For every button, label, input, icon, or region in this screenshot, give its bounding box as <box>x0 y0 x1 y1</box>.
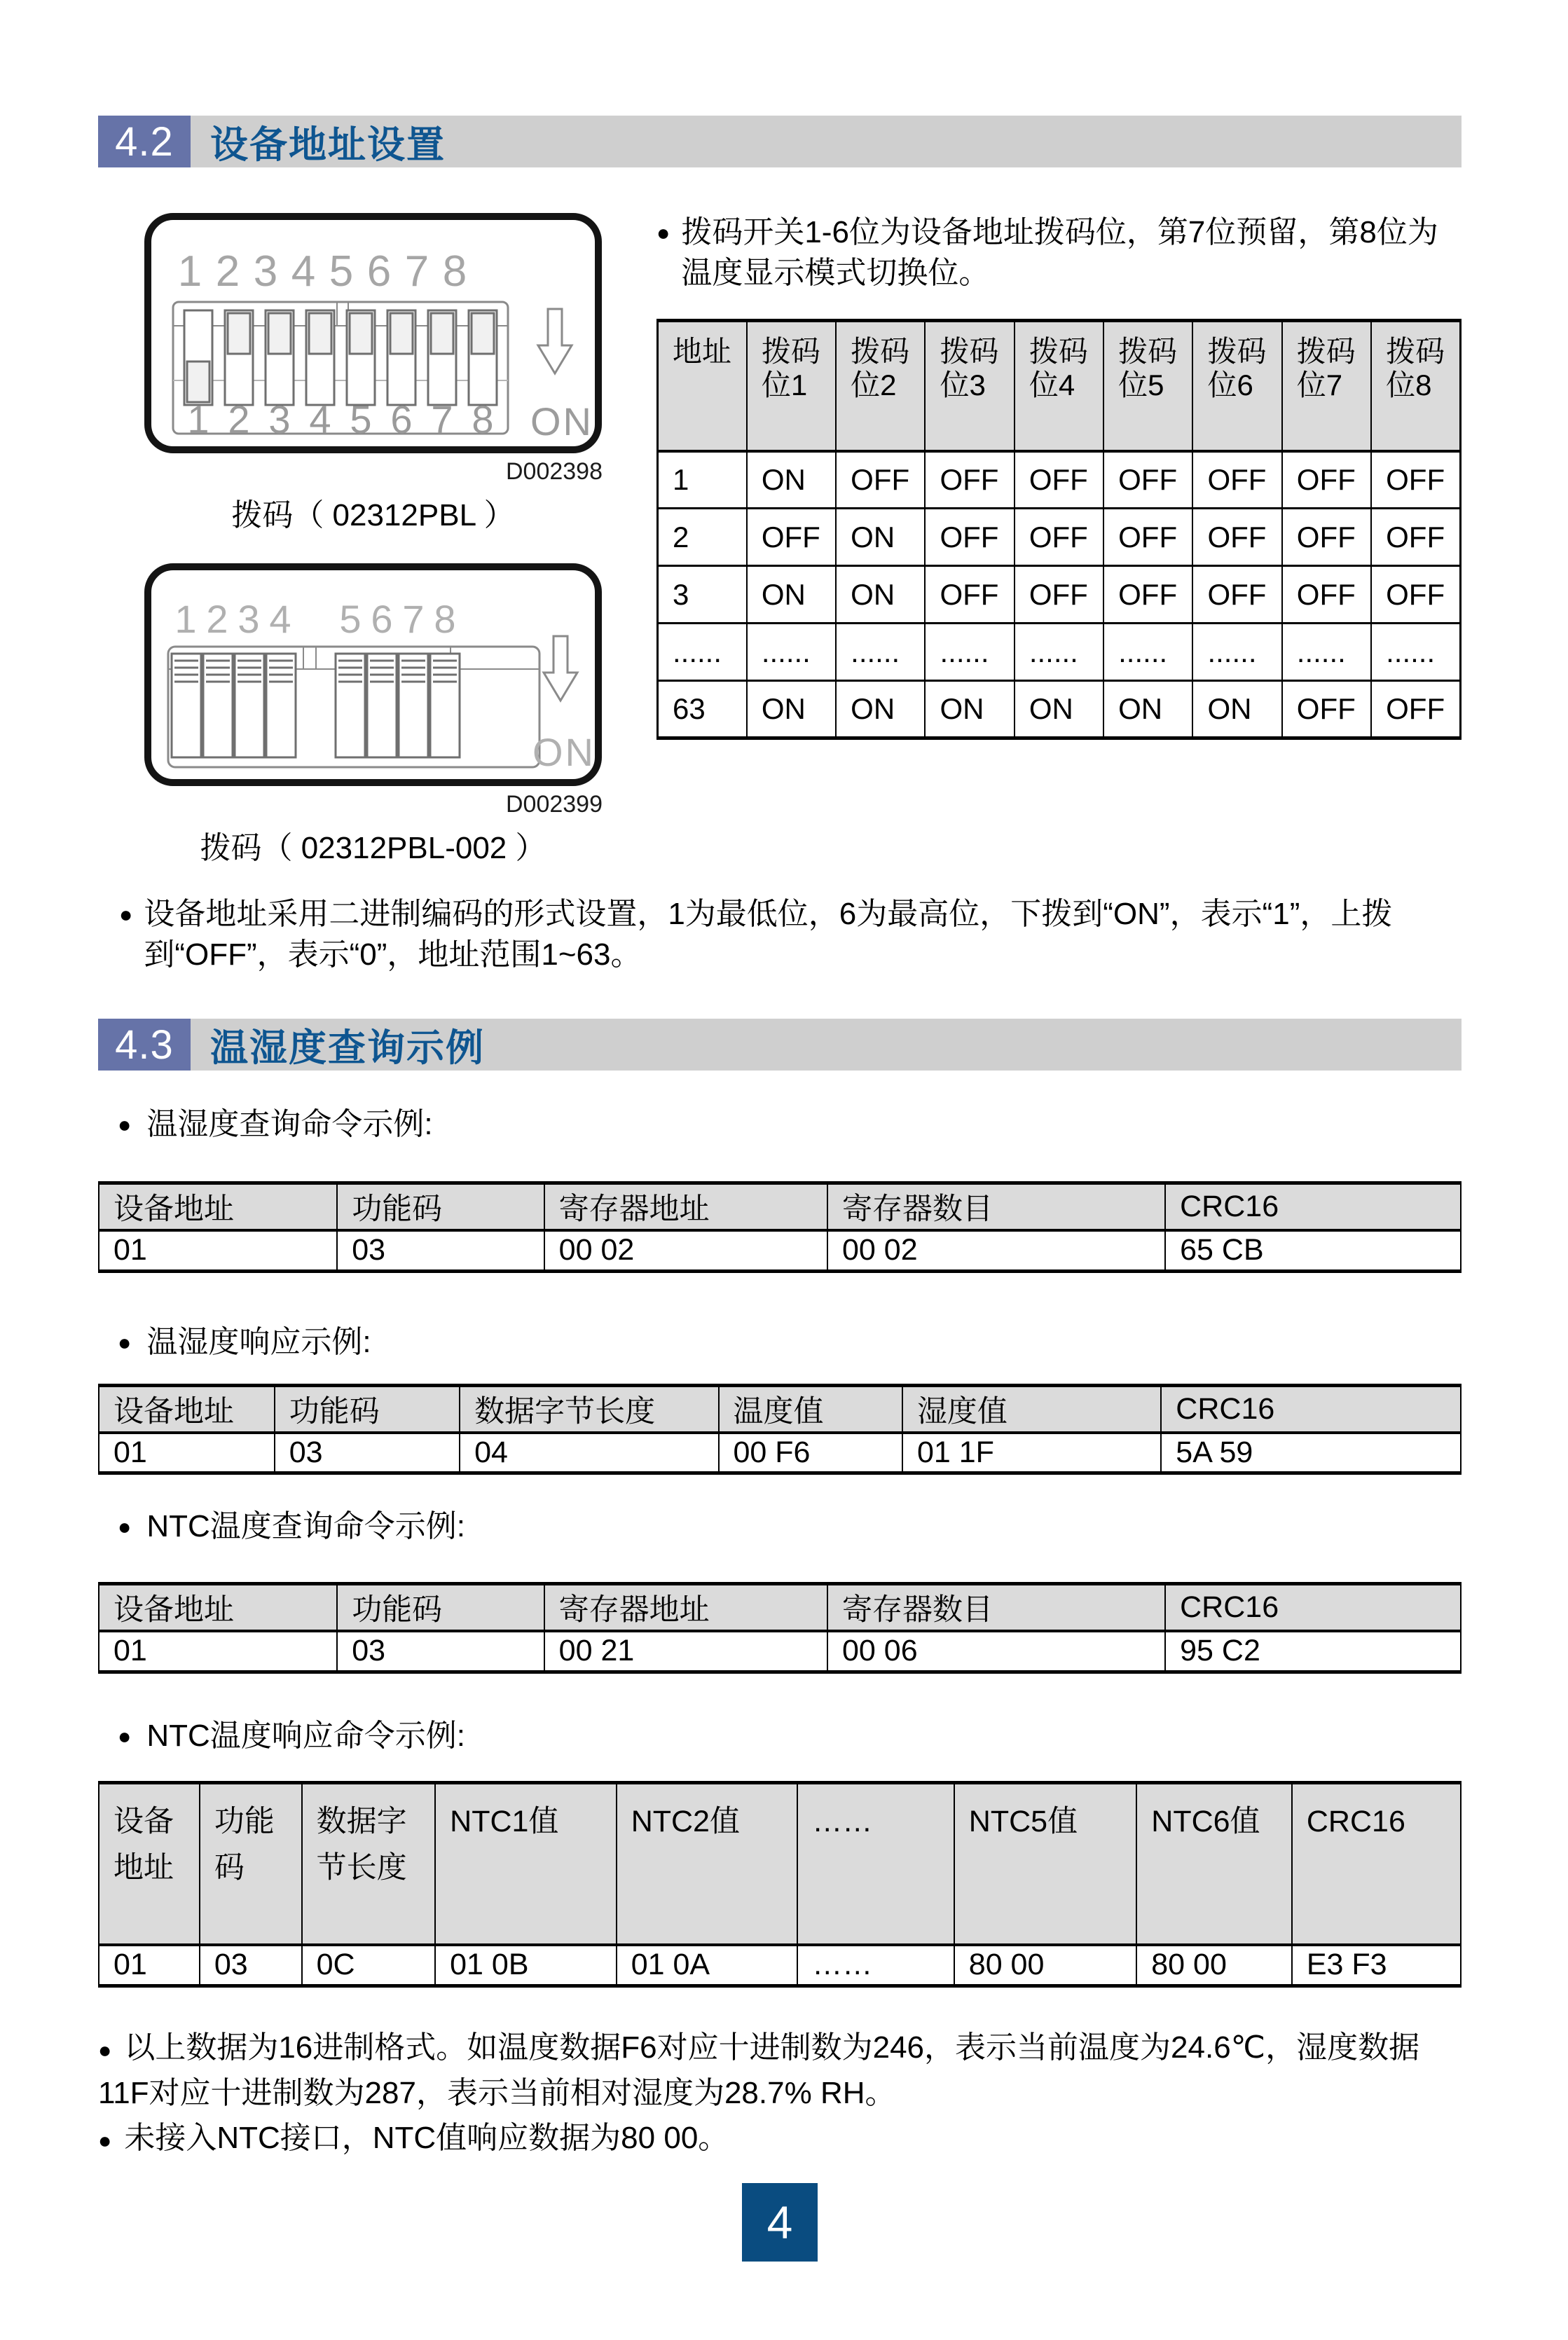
table-cell: ON <box>925 681 1014 738</box>
column-header: 湿度值 <box>902 1385 1161 1433</box>
table-cell: OFF <box>836 451 925 509</box>
column-header: NTC1值 <box>435 1782 617 1945</box>
svg-text:5: 5 <box>350 397 372 441</box>
table-cell: 01 <box>99 1230 337 1271</box>
svg-text:3: 3 <box>253 247 278 296</box>
note-text: 以上数据为16进制格式。如温度数据F6对应十进制数为246，表示当前温度为24.6℃，湿度数据11F对应十进制数为287，表示当前相对湿度为28.7% RH。 <box>98 2030 1420 2110</box>
table-cell: OFF <box>1371 566 1460 624</box>
bullet-text: 设备地址采用二进制编码的形式设置，1为最低位，6为最高位，下拨到“ON”，表示“1”，上拨到“OFF”，表示“0”，地址范围1~63。 <box>144 897 1393 972</box>
column-header: 拨码位7 <box>1282 321 1371 451</box>
column-header: 数据字节长度 <box>302 1782 436 1945</box>
binary-coding-bullet <box>98 894 1462 975</box>
section-number: 4.3 <box>98 1019 191 1071</box>
table-cell: 01 1F <box>902 1433 1161 1473</box>
column-header: 拨码位5 <box>1103 321 1192 451</box>
table-cell: OFF <box>925 509 1014 566</box>
column-header: 寄存器地址 <box>544 1584 827 1632</box>
page-content <box>0 116 1568 2262</box>
table-header <box>658 321 1461 451</box>
column-header: 功能码 <box>275 1385 460 1433</box>
table-cell: OFF <box>1192 566 1281 624</box>
section-title: 温湿度查询示例 <box>210 1026 485 1069</box>
bullet-icon: ● <box>119 902 133 927</box>
column-header: 拨码位6 <box>1192 321 1281 451</box>
table-cell: 1 <box>658 451 747 509</box>
table-cell: 03 <box>275 1433 460 1473</box>
svg-text:8: 8 <box>442 247 467 296</box>
table-cell: 5A 59 <box>1161 1433 1461 1473</box>
note-text: 未接入NTC接口，NTC值响应数据为80 00。 <box>124 2120 729 2155</box>
header-row <box>99 1183 1461 1231</box>
table-cell: ON <box>747 681 836 738</box>
table-cell: ...... <box>836 624 925 681</box>
dip-address-table <box>656 319 1462 740</box>
table-cell: 00 21 <box>544 1631 827 1672</box>
column-header: CRC16 <box>1165 1584 1461 1632</box>
table-cell: 3 <box>658 566 747 624</box>
svg-text:5: 5 <box>339 597 362 641</box>
table-cell: 01 <box>99 1433 275 1473</box>
table-row <box>658 566 1461 624</box>
table-cell: 80 00 <box>1136 1945 1292 1985</box>
table-body <box>99 1631 1461 1672</box>
column-header: 拨码位3 <box>925 321 1014 451</box>
table-cell: 01 <box>99 1631 337 1672</box>
svg-text:2: 2 <box>206 597 228 641</box>
table-cell: OFF <box>1282 566 1371 624</box>
column-header: 拨码位1 <box>747 321 836 451</box>
table-row <box>658 451 1461 509</box>
svg-text:7: 7 <box>402 597 425 641</box>
table-cell: OFF <box>1015 509 1103 566</box>
table-cell: 2 <box>658 509 747 566</box>
svg-text:2: 2 <box>215 247 240 296</box>
column-header: NTC5值 <box>954 1782 1136 1945</box>
svg-text:4: 4 <box>291 247 316 296</box>
table-cell: OFF <box>1103 566 1192 624</box>
column-header: 拨码位2 <box>836 321 925 451</box>
table-cell: ...... <box>1103 624 1192 681</box>
bullet-icon: ● <box>118 1514 132 1539</box>
figure-caption: 拨码（ 02312PBL ） <box>231 498 515 532</box>
table-cell: E3 F3 <box>1292 1945 1461 1985</box>
dip-slider-group-2 <box>336 654 460 757</box>
table-cell: OFF <box>747 509 836 566</box>
section-header-4-3 <box>98 1019 1462 1071</box>
column-header: 设备地址 <box>99 1584 337 1632</box>
response-table <box>98 1384 1462 1475</box>
dip-slider-group-1 <box>172 654 296 757</box>
column-header: 拨码位8 <box>1371 321 1460 451</box>
column-header: 地址 <box>658 321 747 451</box>
table-cell: 00 F6 <box>719 1433 902 1473</box>
bullet-text: NTC温度响应命令示例: <box>146 1718 465 1753</box>
query-command-table <box>98 1181 1462 1273</box>
svg-text:3: 3 <box>268 397 291 441</box>
section-header-4-2 <box>98 116 1462 167</box>
svg-text:6: 6 <box>390 397 413 441</box>
table-cell: OFF <box>1015 566 1103 624</box>
table-cell: ...... <box>1282 624 1371 681</box>
bullet-icon: ● <box>118 1112 132 1137</box>
dip-switch-figure-02312PBL <box>144 212 603 454</box>
table-cell: OFF <box>1192 509 1281 566</box>
header-row <box>99 1782 1461 1945</box>
table-cell: ...... <box>1192 624 1281 681</box>
table-cell: 01 0B <box>435 1945 617 1985</box>
svg-text:6: 6 <box>371 597 393 641</box>
figure-caption: 拨码（ 02312PBL-002 ） <box>200 831 546 865</box>
table-body <box>99 1433 1461 1473</box>
table-body <box>658 451 1461 738</box>
svg-text:5: 5 <box>329 247 354 296</box>
svg-text:8: 8 <box>472 397 494 441</box>
table-cell: 01 0A <box>617 1945 798 1985</box>
ntc-response-bullet <box>98 1716 1462 1756</box>
table-cell: ON <box>836 681 925 738</box>
table-cell: 80 00 <box>954 1945 1136 1985</box>
table-row <box>99 1433 1461 1473</box>
section-number: 4.2 <box>98 116 191 167</box>
column-header: 设备地址 <box>99 1183 337 1231</box>
bullet-text: NTC温度查询命令示例: <box>146 1509 465 1543</box>
column-header: CRC16 <box>1292 1782 1461 1945</box>
table-body <box>99 1230 1461 1271</box>
svg-text:8: 8 <box>434 597 456 641</box>
table-cell: 0C <box>302 1945 436 1985</box>
bullet-text: 温湿度响应示例: <box>146 1324 371 1359</box>
header-row <box>99 1584 1461 1632</box>
ntc-query-bullet <box>98 1506 1462 1547</box>
table-cell: ON <box>1103 681 1192 738</box>
column-header: NTC2值 <box>617 1782 798 1945</box>
response-bullet <box>98 1322 1462 1363</box>
notes-block <box>98 2026 1462 2162</box>
table-cell: 03 <box>200 1945 302 1985</box>
table-cell: ON <box>747 566 836 624</box>
table-cell: ...... <box>658 624 747 681</box>
column-header: 功能码 <box>337 1183 544 1231</box>
svg-text:6: 6 <box>366 247 392 296</box>
table-cell: ...... <box>1371 624 1460 681</box>
svg-text:1: 1 <box>174 597 197 641</box>
svg-text:1: 1 <box>177 247 202 296</box>
table-cell: 65 CB <box>1165 1230 1461 1271</box>
column-header: 功能码 <box>337 1584 544 1632</box>
table-row <box>658 509 1461 566</box>
table-header <box>99 1584 1461 1632</box>
figure-column <box>98 212 604 867</box>
dip-switch-figure-02312PBL-002 <box>144 563 603 787</box>
header-row <box>658 321 1461 451</box>
table-cell: 63 <box>658 681 747 738</box>
on-label: ON <box>530 399 593 443</box>
address-setting-block <box>98 212 1462 867</box>
bullet-icon: ● <box>118 1723 132 1749</box>
bullet-text: 温湿度查询命令示例: <box>146 1107 433 1141</box>
ntc-response-table <box>98 1781 1462 1988</box>
column-header: 数据字节长度 <box>460 1385 718 1433</box>
table-cell: ON <box>836 509 925 566</box>
table-header <box>99 1183 1461 1231</box>
table-cell: OFF <box>1371 509 1460 566</box>
svg-text:7: 7 <box>431 397 453 441</box>
dip-table-column <box>656 212 1462 867</box>
table-cell: OFF <box>1282 681 1371 738</box>
bullet-icon: ● <box>118 1329 132 1355</box>
table-cell: 95 C2 <box>1165 1631 1461 1672</box>
table-cell: ON <box>1015 681 1103 738</box>
page-number: 4 <box>766 2196 793 2248</box>
table-row <box>99 1230 1461 1271</box>
table-row <box>99 1945 1461 1985</box>
bullet-icon: ● <box>98 2127 112 2153</box>
table-cell: ON <box>747 451 836 509</box>
svg-text:4: 4 <box>309 397 331 441</box>
table-cell: OFF <box>1103 509 1192 566</box>
table-row <box>99 1631 1461 1672</box>
table-cell: OFF <box>1371 451 1460 509</box>
table-cell: OFF <box>925 566 1014 624</box>
table-cell: OFF <box>1015 451 1103 509</box>
table-cell: 03 <box>337 1230 544 1271</box>
table-cell: ...... <box>925 624 1014 681</box>
table-cell: OFF <box>1192 451 1281 509</box>
table-cell: ON <box>1192 681 1281 738</box>
column-header: 寄存器数目 <box>827 1584 1165 1632</box>
table-cell: 03 <box>337 1631 544 1672</box>
svg-text:7: 7 <box>404 247 429 296</box>
table-cell: ...... <box>1015 624 1103 681</box>
on-label: ON <box>532 730 596 774</box>
page-number-badge <box>742 2183 818 2262</box>
column-header: CRC16 <box>1161 1385 1461 1433</box>
svg-text:2: 2 <box>228 397 250 441</box>
table-cell: OFF <box>1371 681 1460 738</box>
column-header: 设备地址 <box>99 1385 275 1433</box>
query-command-bullet <box>98 1104 1462 1145</box>
column-header: 寄存器地址 <box>544 1183 827 1231</box>
svg-text:4: 4 <box>269 597 291 641</box>
table-row <box>658 624 1461 681</box>
column-header: 寄存器数目 <box>827 1183 1165 1231</box>
table-body <box>99 1945 1461 1985</box>
header-row <box>99 1385 1461 1433</box>
bullet-text: 拨码开关1-6位为设备地址拨码位，第7位预留，第8位为温度显示模式切换位。 <box>681 215 1438 290</box>
dip-intro-bullet <box>656 212 1462 294</box>
section-title: 设备地址设置 <box>210 123 446 166</box>
table-cell: …… <box>797 1945 954 1985</box>
svg-text:1: 1 <box>187 397 209 441</box>
hex-format-note <box>98 2026 1462 2115</box>
table-cell: ...... <box>747 624 836 681</box>
table-cell: 01 <box>99 1945 200 1985</box>
table-cell: OFF <box>1282 451 1371 509</box>
table-cell: 04 <box>460 1433 718 1473</box>
column-header: 拨码位4 <box>1015 321 1103 451</box>
table-cell: ON <box>836 566 925 624</box>
column-header: CRC16 <box>1165 1183 1461 1231</box>
table-cell: 00 06 <box>827 1631 1165 1672</box>
section-title-bar <box>191 116 1462 167</box>
table-header <box>99 1385 1461 1433</box>
bullet-icon: ● <box>656 220 670 245</box>
table-row <box>658 681 1461 738</box>
column-header: NTC6值 <box>1136 1782 1292 1945</box>
column-header: …… <box>797 1782 954 1945</box>
column-header: 设备地址 <box>99 1782 200 1945</box>
bullet-icon: ● <box>98 2037 112 2063</box>
figure-code: D002399 <box>505 791 603 818</box>
table-cell: 00 02 <box>544 1230 827 1271</box>
figure-code: D002398 <box>505 458 603 485</box>
column-header: 温度值 <box>719 1385 902 1433</box>
ntc-unconnected-note <box>98 2117 1462 2162</box>
table-cell: OFF <box>1282 509 1371 566</box>
ntc-query-table <box>98 1582 1462 1674</box>
section-title-bar <box>191 1019 1462 1071</box>
column-header: 功能码 <box>200 1782 302 1945</box>
table-header <box>99 1782 1461 1945</box>
table-cell: OFF <box>925 451 1014 509</box>
table-cell: 00 02 <box>827 1230 1165 1271</box>
table-cell: OFF <box>1103 451 1192 509</box>
svg-text:3: 3 <box>238 597 260 641</box>
